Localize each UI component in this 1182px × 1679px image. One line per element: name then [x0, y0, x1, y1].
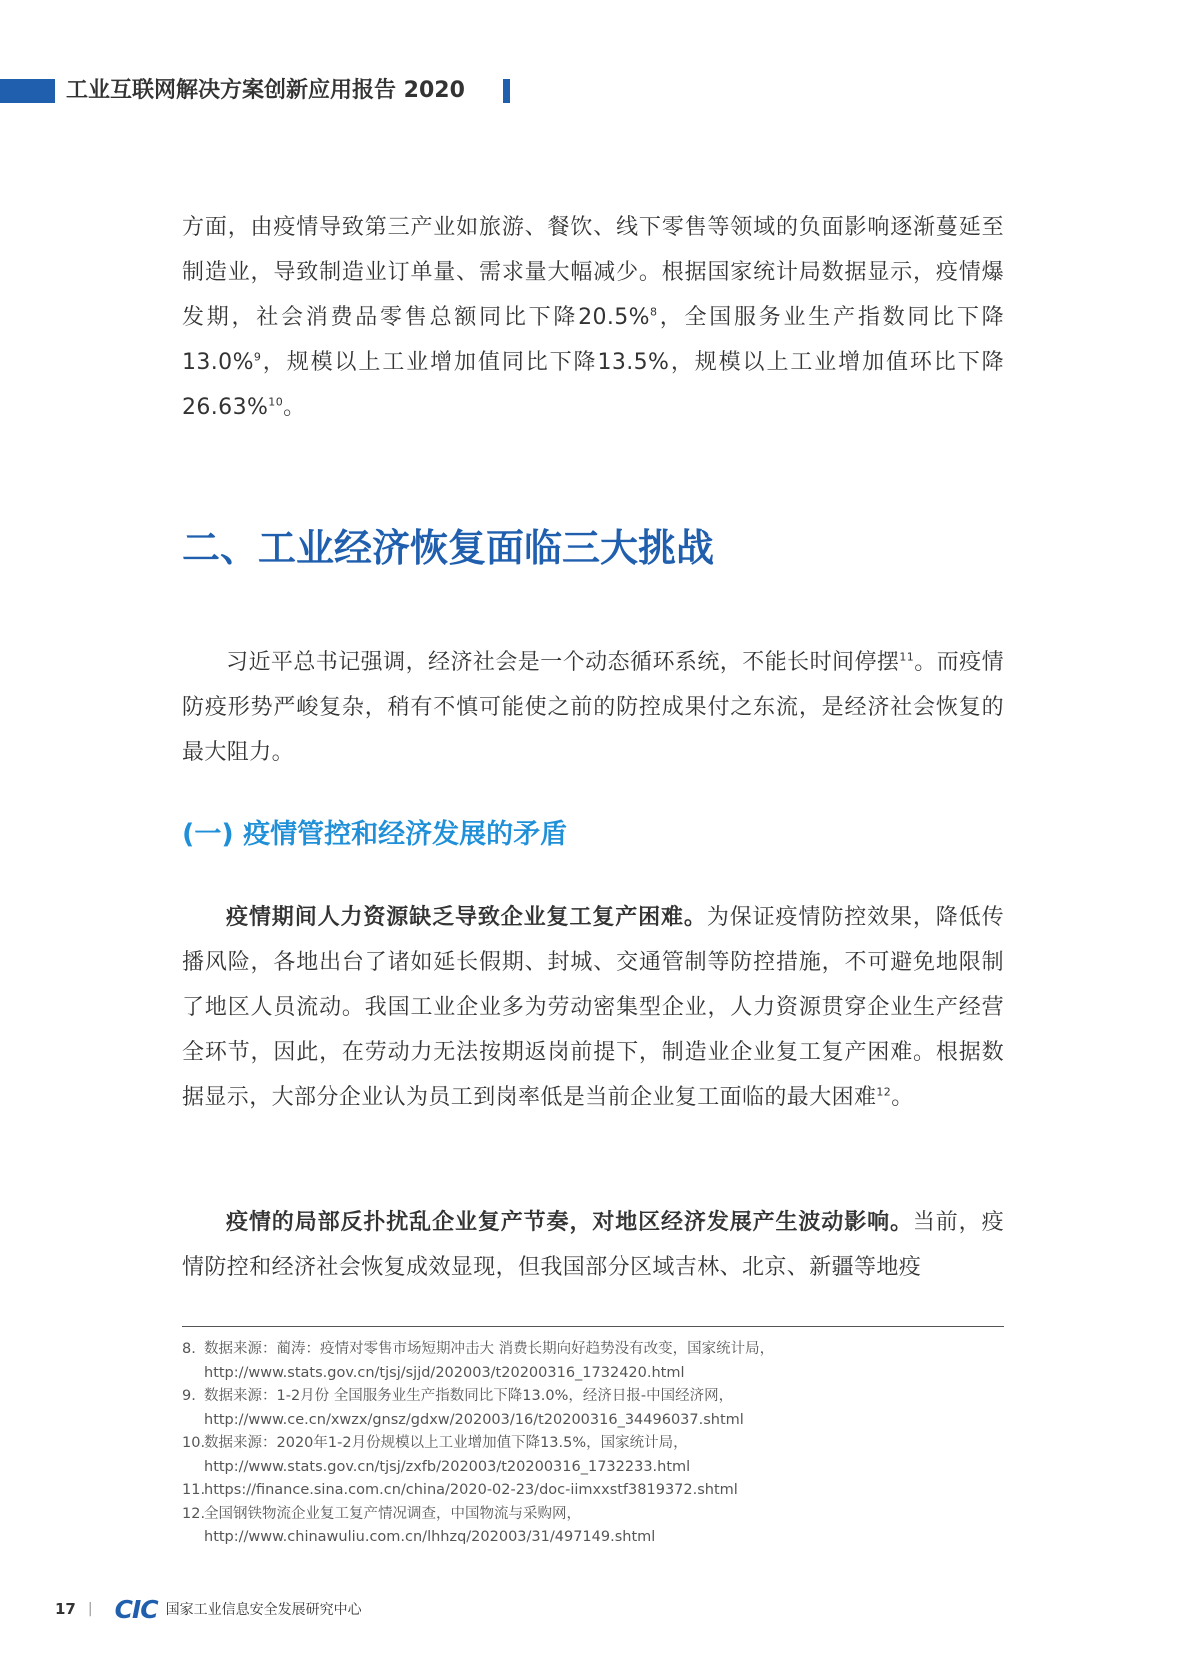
footnote-number: 9.: [182, 1388, 196, 1404]
intro-text-3: ，规模以上工业增加值同比下降13.5%，规模以上工业增加值环比下降26.63%: [182, 350, 1004, 420]
footnote-ref-12[interactable]: 12: [876, 1085, 892, 1099]
footnote-text: 数据来源：2020年1-2月份规模以上工业增加值下降13.5%，国家统计局，http://www.stats.gov.cn/tjsj/zxfb/202003/t20200316_1732233.html: [204, 1435, 691, 1475]
cic-logo: CIC: [114, 1594, 158, 1624]
organization-name: 国家工业信息安全发展研究中心: [165, 1602, 362, 1618]
footnote-item: [182, 1432, 1004, 1479]
page-number: 17: [55, 1600, 76, 1618]
footnote-text: https://finance.sina.com.cn/china/2020-02-23/doc-iimxxstf3819372.shtml: [204, 1482, 738, 1498]
labor-paragraph: [182, 895, 1004, 1120]
labor-lead-sentence: 疫情期间人力资源缺乏导致企业复工复产困难。: [226, 905, 707, 930]
footnote-item: [182, 1503, 1004, 1550]
rebound-lead-sentence: 疫情的局部反扑扰乱企业复产节奏，对地区经济发展产生波动影响。: [226, 1210, 913, 1235]
rebound-body-text: 当前，疫情防控和经济社会恢复成效显现，但我国部分区域吉林、北京、新疆等地疫: [182, 1210, 1004, 1280]
section-heading: 二、工业经济恢复面临三大挑战: [182, 526, 715, 570]
footnote-item: [182, 1338, 1004, 1385]
footnote-text: 数据来源：1-2月份 全国服务业生产指数同比下降13.0%，经济日报-中国经济网，http://www.ce.cn/xwzx/gnsz/gdxw/202003/16/t20200316_34496037.shtml: [204, 1388, 744, 1428]
header-end-bar: [503, 79, 510, 103]
footnotes-list: [182, 1338, 1004, 1550]
footnote-number: 11.: [182, 1482, 206, 1498]
page-footer: [55, 1596, 362, 1622]
rebound-paragraph: [182, 1200, 1004, 1290]
footnote-text: 数据来源：蔺涛：疫情对零售市场短期冲击大 消费长期向好趋势没有改变，国家统计局，http://www.stats.gov.cn/tjsj/sjjd/202003/t20200316_1732420.html: [204, 1341, 775, 1381]
footnote-text: 全国钢铁物流企业复工复产情况调查，中国物流与采购网，http://www.chinawuliu.com.cn/lhhzq/202003/31/497149.shtml: [204, 1505, 656, 1545]
footnote-number: 10.: [182, 1435, 206, 1451]
labor-body-text: 为保证疫情防控效果，降低传播风险，各地出台了诸如延长假期、封城、交通管制等防控措施，不可避免地限制了地区人员流动。我国工业企业多为劳动密集型企业，人力资源贯穿企业生产经营全环节，因此，在劳动力无法按期返岗前提下，制造业企业复工复产困难。根据数据显示，大部分企业认为员工到岗率低是当前企业复工面临的最大困难: [182, 905, 1005, 1110]
section-intro-paragraph: [182, 640, 1004, 775]
section-intro-text-2: 。而疫情防疫形势严峻复杂，稍有不慎可能使之前的防控成果付之东流，是经济社会恢复的最大阻力。: [182, 650, 1004, 765]
footnote-ref-11[interactable]: 11: [899, 650, 915, 664]
footnote-number: 12.: [182, 1505, 206, 1522]
footnote-number: 8.: [182, 1341, 196, 1357]
footnote-ref-9[interactable]: 9: [253, 350, 262, 364]
footer-separator: |: [87, 1601, 93, 1617]
subsection-heading: (一) 疫情管控和经济发展的矛盾: [182, 819, 568, 850]
intro-paragraph: [182, 205, 1004, 430]
report-title: 工业互联网解决方案创新应用报告 2020: [66, 78, 465, 103]
intro-text-1: 方面，由疫情导致第三产业如旅游、餐饮、线下零售等领域的负面影响逐渐蔓延至制造业，导致制造业订单量、需求量大幅减少。根据国家统计局数据显示，疫情爆发期，社会消费品零售总额同比下降20.5%: [182, 215, 1004, 330]
header-accent-bar: [0, 79, 55, 103]
footnote-ref-10[interactable]: 10: [268, 395, 284, 409]
intro-text-4: 。: [283, 395, 306, 420]
footnote-divider: [182, 1326, 1004, 1327]
footnote-item: [182, 1479, 1004, 1503]
footnote-item: [182, 1385, 1004, 1432]
section-intro-text-1: 习近平总书记强调，经济社会是一个动态循环系统，不能长时间停摆: [226, 650, 900, 675]
footnote-ref-8[interactable]: 8: [650, 305, 658, 319]
labor-end-text: 。: [891, 1085, 914, 1110]
intro-text-2: ，全国服务业生产指数同比下降13.0%: [182, 305, 1004, 375]
